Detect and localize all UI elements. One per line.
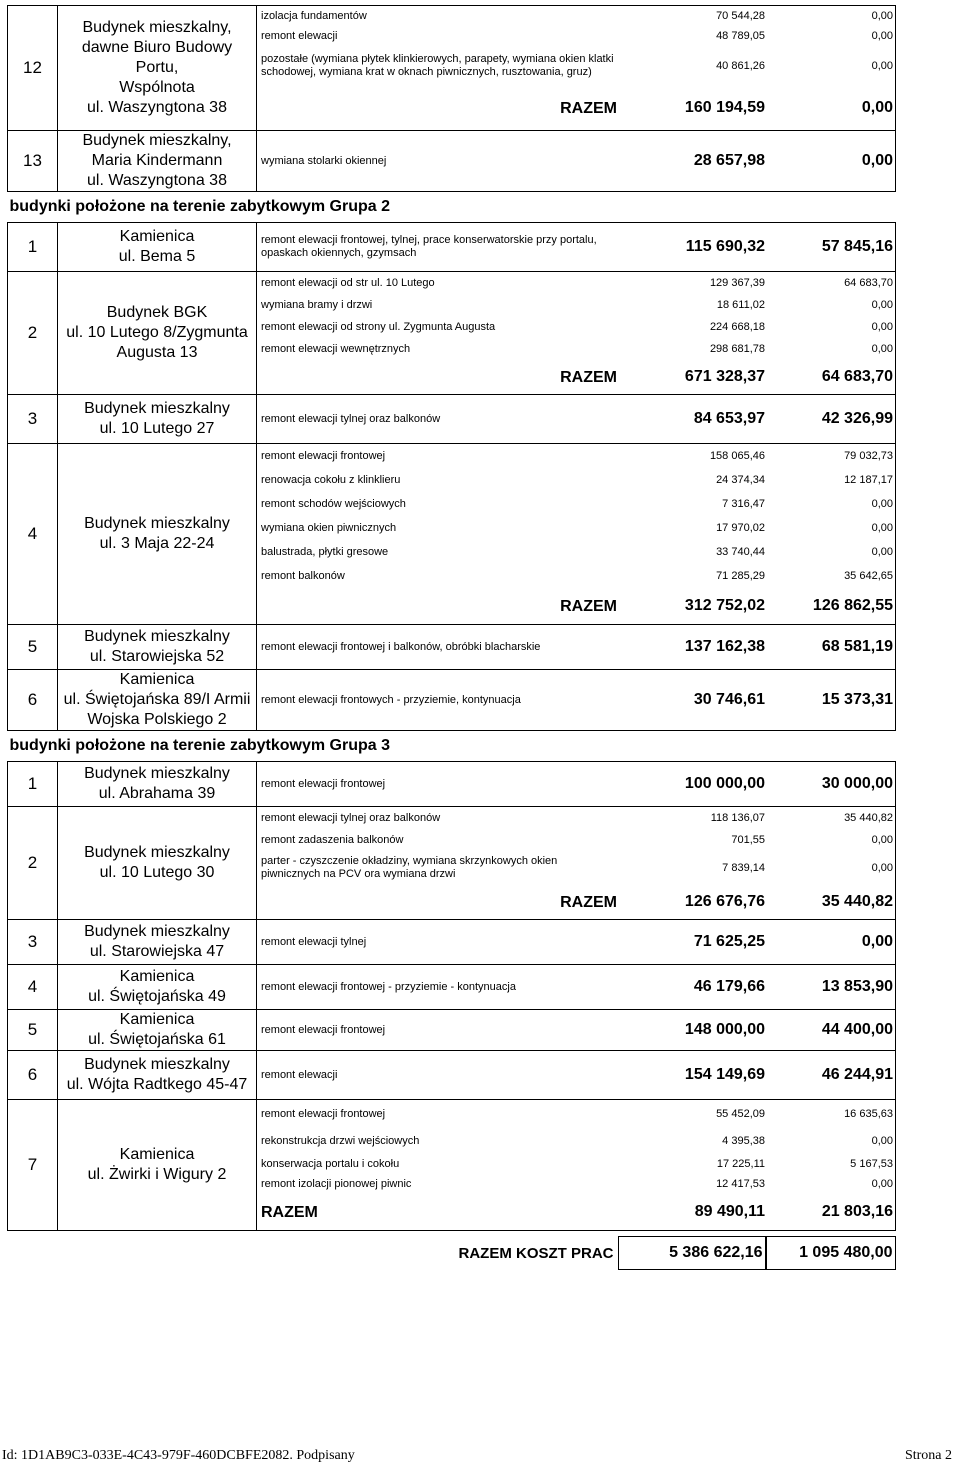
work-description: remont elewacji frontowej i balkonów, obróbki blacharskie <box>261 640 541 653</box>
work-description: konserwacja portalu i cokołu <box>261 1157 400 1170</box>
work-item <box>257 516 895 540</box>
building-row <box>8 395 896 444</box>
work-description: remont elewacji frontowych - przyziemie, kontynuacja <box>261 693 521 706</box>
row-number-text: 4 <box>27 524 38 543</box>
row-number-text: 2 <box>27 853 38 872</box>
work-cost: 4 395,38 <box>722 1135 765 1147</box>
razem-cost: 160 194,59 <box>684 99 765 116</box>
building-line: Portu, <box>135 59 179 76</box>
work-description: balustrada, płytki gresowe <box>261 545 389 558</box>
building-line: ul. Bema 5 <box>118 248 196 265</box>
work-cost: 40 861,26 <box>716 60 765 72</box>
group-heading-row <box>8 731 896 762</box>
row-number <box>8 223 58 272</box>
works-cell <box>257 223 896 272</box>
work-description: parter - czyszczenie okładziny, wymiana skrzynkowych okien piwnicznych na PCV ora wymiana drzwi <box>261 855 558 880</box>
work-item <box>257 223 895 271</box>
building-line: Budynek mieszkalny, <box>82 19 232 36</box>
building-line: ul. Waszyngtona 38 <box>87 172 227 189</box>
building-line: ul. Żwirki i Wigury 2 <box>87 1166 227 1183</box>
razem-label: RAZEM <box>560 99 617 117</box>
work-item <box>257 1128 895 1154</box>
work-item <box>257 564 895 588</box>
building-line: Kamienica <box>119 1011 195 1028</box>
building-line: Wojska Polskiego 2 <box>87 711 227 728</box>
building-row <box>8 1010 896 1051</box>
building-line: Kamienica <box>119 671 195 688</box>
razem-subsidy: 35 440,82 <box>821 893 893 910</box>
work-subsidy: 0,00 <box>871 10 893 22</box>
row-number <box>8 444 58 625</box>
cost-table <box>7 5 896 1271</box>
razem-row <box>257 86 895 130</box>
works-cell <box>257 920 896 965</box>
work-cost: 18 611,02 <box>716 299 765 311</box>
work-description: remont elewacji frontowej <box>261 1107 386 1120</box>
work-description: remont elewacji frontowej <box>261 1023 386 1036</box>
work-item <box>257 829 895 851</box>
row-number <box>8 920 58 965</box>
building-line: ul. Świętojańska 49 <box>88 988 226 1005</box>
work-item <box>257 468 895 492</box>
work-item <box>257 136 895 186</box>
row-number-text: 1 <box>27 237 38 256</box>
row-number-text: 2 <box>27 323 38 342</box>
work-description: wymiana stolarki okiennej <box>261 154 387 167</box>
work-description: remont elewacji tylnej oraz balkonów <box>261 412 441 425</box>
building-line: ul. 3 Maja 22-24 <box>99 535 215 552</box>
building-row <box>8 625 896 670</box>
razem-label: RAZEM <box>560 893 617 911</box>
work-cost: 7 839,14 <box>722 862 765 874</box>
razem-label-wrap <box>257 368 621 386</box>
total-row <box>8 1231 896 1272</box>
work-description: renowacja cokołu z klinklieru <box>261 473 401 486</box>
work-subsidy: 0,00 <box>871 60 893 72</box>
work-item <box>257 272 895 294</box>
building-line: Budynek mieszkalny <box>84 628 230 645</box>
row-number <box>8 131 58 192</box>
building-line: Budynek mieszkalny <box>84 844 230 861</box>
building-row <box>8 444 896 625</box>
work-cost: 154 149,69 <box>684 1066 765 1083</box>
total-spacer <box>58 1231 257 1272</box>
building-line: ul. Starowiejska 47 <box>89 943 225 960</box>
building-row <box>8 965 896 1010</box>
row-number <box>8 1100 58 1231</box>
row-number <box>8 6 58 131</box>
building-cell <box>58 131 257 192</box>
row-number <box>8 1010 58 1051</box>
row-number-text: 7 <box>27 1155 38 1174</box>
works-cell <box>257 807 896 920</box>
razem-subsidy: 64 683,70 <box>821 368 893 385</box>
work-cost: 7 316,47 <box>722 498 765 510</box>
building-line: Budynek mieszkalny <box>84 765 230 782</box>
building-line: Wspólnota <box>119 79 195 96</box>
building-line: Budynek mieszkalny <box>84 400 230 417</box>
building-row <box>8 1100 896 1231</box>
building-row <box>8 131 896 192</box>
work-subsidy: 12 187,17 <box>844 474 893 486</box>
work-item <box>257 6 895 26</box>
work-description: remont elewacji frontowej <box>261 449 386 462</box>
work-subsidy: 0,00 <box>871 321 893 333</box>
work-cost: 28 657,98 <box>693 152 765 169</box>
work-item <box>257 540 895 564</box>
work-subsidy: 0,00 <box>871 1178 893 1190</box>
works-cell <box>257 6 896 131</box>
building-line: Budynek mieszkalny <box>84 515 230 532</box>
work-subsidy: 0,00 <box>871 498 893 510</box>
work-cost: 12 417,53 <box>716 1178 765 1190</box>
work-item <box>257 26 895 46</box>
work-cost: 48 789,05 <box>716 30 765 42</box>
row-number <box>8 670 58 731</box>
razem-row <box>257 360 895 394</box>
work-subsidy: 0,00 <box>871 343 893 355</box>
building-line: ul. Abrahama 39 <box>98 785 216 802</box>
work-cost: 71 285,29 <box>716 570 765 582</box>
work-description: remont elewacji tylnej <box>261 935 367 948</box>
work-item <box>257 1174 895 1194</box>
work-description: wymiana okien piwnicznych <box>261 521 397 534</box>
row-number-text: 5 <box>27 1020 38 1039</box>
document-id: Id: 1D1AB9C3-033E-4C43-979F-460DCBFE2082. Podpisany <box>2 1448 355 1463</box>
work-subsidy: 16 635,63 <box>844 1108 893 1120</box>
razem-row <box>257 588 895 624</box>
building-line: ul. Świętojańska 89/I Armii <box>63 691 251 708</box>
work-subsidy: 0,00 <box>871 1135 893 1147</box>
row-number-text: 5 <box>27 637 38 656</box>
razem-label-wrap <box>257 1203 621 1221</box>
row-number-text: 1 <box>27 774 38 793</box>
work-cost: 71 625,25 <box>693 933 765 950</box>
work-cost: 224 668,18 <box>709 321 765 333</box>
row-number-text: 6 <box>27 1065 38 1084</box>
work-cost: 100 000,00 <box>684 775 765 792</box>
building-line: Kamienica <box>119 968 195 985</box>
razem-subsidy: 0,00 <box>861 99 893 116</box>
building-row <box>8 670 896 731</box>
work-subsidy: 0,00 <box>871 834 893 846</box>
work-cost: 298 681,78 <box>709 343 765 355</box>
group-heading-row <box>8 192 896 223</box>
work-description: remont schodów wejściowych <box>261 497 406 510</box>
work-description: remont elewacji od str ul. 10 Lutego <box>261 276 435 289</box>
work-subsidy: 35 642,65 <box>844 570 893 582</box>
row-number-text: 6 <box>27 690 38 709</box>
row-number <box>8 965 58 1010</box>
building-line: Budynek mieszkalny <box>84 1056 230 1073</box>
work-description: remont elewacji tylnej oraz balkonów <box>261 811 441 824</box>
work-subsidy: 5 167,53 <box>850 1158 893 1170</box>
work-cost: 55 452,09 <box>716 1108 765 1120</box>
work-item <box>257 1100 895 1128</box>
work-description: remont elewacji wewnętrznych <box>261 342 411 355</box>
razem-cost: 671 328,37 <box>684 368 765 385</box>
building-cell <box>58 1051 257 1100</box>
work-subsidy: 0,00 <box>871 862 893 874</box>
building-row <box>8 920 896 965</box>
work-subsidy: 0,00 <box>871 30 893 42</box>
total-line <box>257 1235 896 1271</box>
work-description: remont balkonów <box>261 569 345 582</box>
building-cell <box>58 807 257 920</box>
total-label-wrap <box>257 1244 618 1262</box>
work-subsidy: 0,00 <box>871 546 893 558</box>
row-number-text: 3 <box>27 409 38 428</box>
razem-label: RAZEM <box>560 368 617 386</box>
work-cost: 70 544,28 <box>716 10 765 22</box>
work-description: remont elewacji frontowej - przyziemie - kontynuacja <box>261 980 516 993</box>
building-cell <box>58 272 257 395</box>
row-number <box>8 807 58 920</box>
building-line: Budynek mieszkalny <box>84 923 230 940</box>
building-line: Budynek BGK <box>106 304 208 321</box>
building-line: ul. Wójta Radtkego 45-47 <box>66 1076 248 1093</box>
building-line: ul. 10 Lutego 8/Zygmunta <box>66 324 248 341</box>
work-description: remont elewacji frontowej <box>261 777 386 790</box>
work-item <box>257 492 895 516</box>
work-subsidy: 46 244,91 <box>821 1066 893 1083</box>
building-line: Budynek mieszkalny, <box>82 132 232 149</box>
razem-label: RAZEM <box>261 1203 318 1221</box>
work-item <box>257 46 895 86</box>
work-cost: 129 367,39 <box>709 277 765 289</box>
works-cell <box>257 762 896 807</box>
works-cell <box>257 1010 896 1051</box>
building-cell <box>58 444 257 625</box>
building-row <box>8 272 896 395</box>
razem-cost: 312 752,02 <box>684 597 765 614</box>
work-cost: 30 746,61 <box>693 691 765 708</box>
work-item <box>257 1051 895 1099</box>
building-line: ul. 10 Lutego 30 <box>99 864 215 881</box>
work-cost: 118 136,07 <box>710 812 765 824</box>
work-subsidy: 0,00 <box>871 522 893 534</box>
work-subsidy: 68 581,19 <box>821 638 893 655</box>
building-row <box>8 1051 896 1100</box>
work-description: wymiana bramy i drzwi <box>261 298 373 311</box>
works-cell <box>257 625 896 670</box>
building-line: ul. Waszyngtona 38 <box>87 99 227 116</box>
work-cost: 46 179,66 <box>693 978 765 995</box>
page-number: Strona 2 <box>904 1448 952 1463</box>
row-number <box>8 395 58 444</box>
work-subsidy: 42 326,99 <box>821 410 893 427</box>
row-number-text: 12 <box>23 58 42 77</box>
work-cost: 24 374,34 <box>716 474 765 486</box>
razem-label: RAZEM <box>560 597 617 615</box>
work-cost: 115 690,32 <box>685 238 765 255</box>
work-item <box>257 1154 895 1174</box>
building-row <box>8 807 896 920</box>
work-description: pozostałe (wymiana płytek klinkierowych, parapety, wymiana okien klatki schodowej, wymiana krat w oknach piwnicznych, rusztowania, gruz) <box>261 53 614 78</box>
work-cost: 137 162,38 <box>684 638 765 655</box>
work-subsidy: 64 683,70 <box>844 277 893 289</box>
work-subsidy: 57 845,16 <box>821 238 893 255</box>
total-cell <box>257 1231 896 1272</box>
building-cell <box>58 670 257 731</box>
row-number-text: 3 <box>27 932 38 951</box>
work-item <box>257 294 895 316</box>
work-subsidy: 30 000,00 <box>821 775 893 792</box>
works-cell <box>257 131 896 192</box>
building-cell <box>58 1010 257 1051</box>
razem-label-wrap <box>257 99 621 117</box>
work-description: remont elewacji frontowej, tylnej, prace konserwatorskie przy portalu, opaskach okiennych, gzymsach <box>261 234 597 259</box>
total-spacer <box>8 1231 58 1272</box>
work-subsidy: 79 032,73 <box>844 450 893 462</box>
work-cost: 701,55 <box>731 834 765 846</box>
building-cell <box>58 625 257 670</box>
razem-cost: 126 676,76 <box>684 893 765 910</box>
works-cell <box>257 444 896 625</box>
building-cell <box>58 1100 257 1231</box>
building-line: ul. Starowiejska 52 <box>89 648 225 665</box>
work-item <box>257 625 895 669</box>
building-cell <box>58 965 257 1010</box>
work-item <box>257 395 895 443</box>
work-description: remont zadaszenia balkonów <box>261 833 404 846</box>
work-subsidy: 0,00 <box>861 933 893 950</box>
building-cell <box>58 762 257 807</box>
work-cost: 158 065,46 <box>709 450 765 462</box>
work-item <box>257 1010 895 1050</box>
work-item <box>257 807 895 829</box>
work-cost: 84 653,97 <box>693 410 765 427</box>
total-cost: 5 386 622,16 <box>618 1236 766 1270</box>
work-description: remont elewacji od strony ul. Zygmunta Augusta <box>261 320 496 333</box>
work-item <box>257 678 895 722</box>
row-number <box>8 762 58 807</box>
row-number <box>8 272 58 395</box>
building-cell <box>58 920 257 965</box>
work-item <box>257 444 895 468</box>
razem-subsidy: 126 862,55 <box>812 597 893 614</box>
work-subsidy: 0,00 <box>861 152 893 169</box>
work-subsidy: 13 853,90 <box>821 978 893 995</box>
work-item <box>257 338 895 360</box>
work-cost: 17 225,11 <box>716 1158 765 1170</box>
work-subsidy: 15 373,31 <box>821 691 893 708</box>
building-row <box>8 762 896 807</box>
work-item <box>257 851 895 885</box>
work-subsidy: 35 440,82 <box>844 812 893 824</box>
building-cell <box>58 395 257 444</box>
razem-label-wrap <box>257 597 621 615</box>
building-line: Augusta 13 <box>116 344 198 361</box>
work-description: remont izolacji pionowej piwnic <box>261 1177 412 1190</box>
work-description: rekonstrukcja drzwi wejściowych <box>261 1134 420 1147</box>
row-number <box>8 1051 58 1100</box>
work-item <box>257 762 895 806</box>
work-cost: 33 740,44 <box>716 546 765 558</box>
building-line: Kamienica <box>119 228 195 245</box>
works-cell <box>257 1051 896 1100</box>
work-cost: 17 970,02 <box>716 522 765 534</box>
building-cell <box>58 223 257 272</box>
building-line: ul. 10 Lutego 27 <box>99 420 215 437</box>
works-cell <box>257 670 896 731</box>
razem-label-wrap <box>257 893 621 911</box>
building-row <box>8 6 896 131</box>
razem-subsidy: 21 803,16 <box>821 1203 893 1220</box>
work-subsidy: 0,00 <box>871 299 893 311</box>
works-cell <box>257 965 896 1010</box>
works-cell <box>257 272 896 395</box>
group-heading: budynki położone na terenie zabytkowym Grupa 3 <box>9 737 391 754</box>
razem-row <box>257 1194 895 1230</box>
total-subsidy: 1 095 480,00 <box>766 1236 896 1270</box>
building-line: Maria Kindermann <box>91 152 223 169</box>
group-heading: budynki położone na terenie zabytkowym Grupa 2 <box>9 198 391 215</box>
work-item <box>257 316 895 338</box>
row-number-text: 4 <box>27 977 38 996</box>
razem-cost: 89 490,11 <box>694 1203 765 1220</box>
building-cell <box>58 6 257 131</box>
total-label: RAZEM KOSZT PRAC <box>458 1244 614 1262</box>
row-number <box>8 625 58 670</box>
building-row <box>8 223 896 272</box>
work-subsidy: 44 400,00 <box>821 1021 893 1038</box>
work-item <box>257 965 895 1009</box>
building-line: dawne Biuro Budowy <box>81 39 233 56</box>
work-description: remont elewacji <box>261 29 338 42</box>
works-cell <box>257 395 896 444</box>
works-cell <box>257 1100 896 1231</box>
razem-row <box>257 885 895 919</box>
row-number-text: 13 <box>23 151 42 170</box>
work-description: izolacja fundamentów <box>261 9 367 22</box>
building-line: Kamienica <box>119 1146 195 1163</box>
work-cost: 148 000,00 <box>684 1021 765 1038</box>
building-line: ul. Świętojańska 61 <box>88 1031 226 1048</box>
work-item <box>257 920 895 964</box>
work-description: remont elewacji <box>261 1068 338 1081</box>
